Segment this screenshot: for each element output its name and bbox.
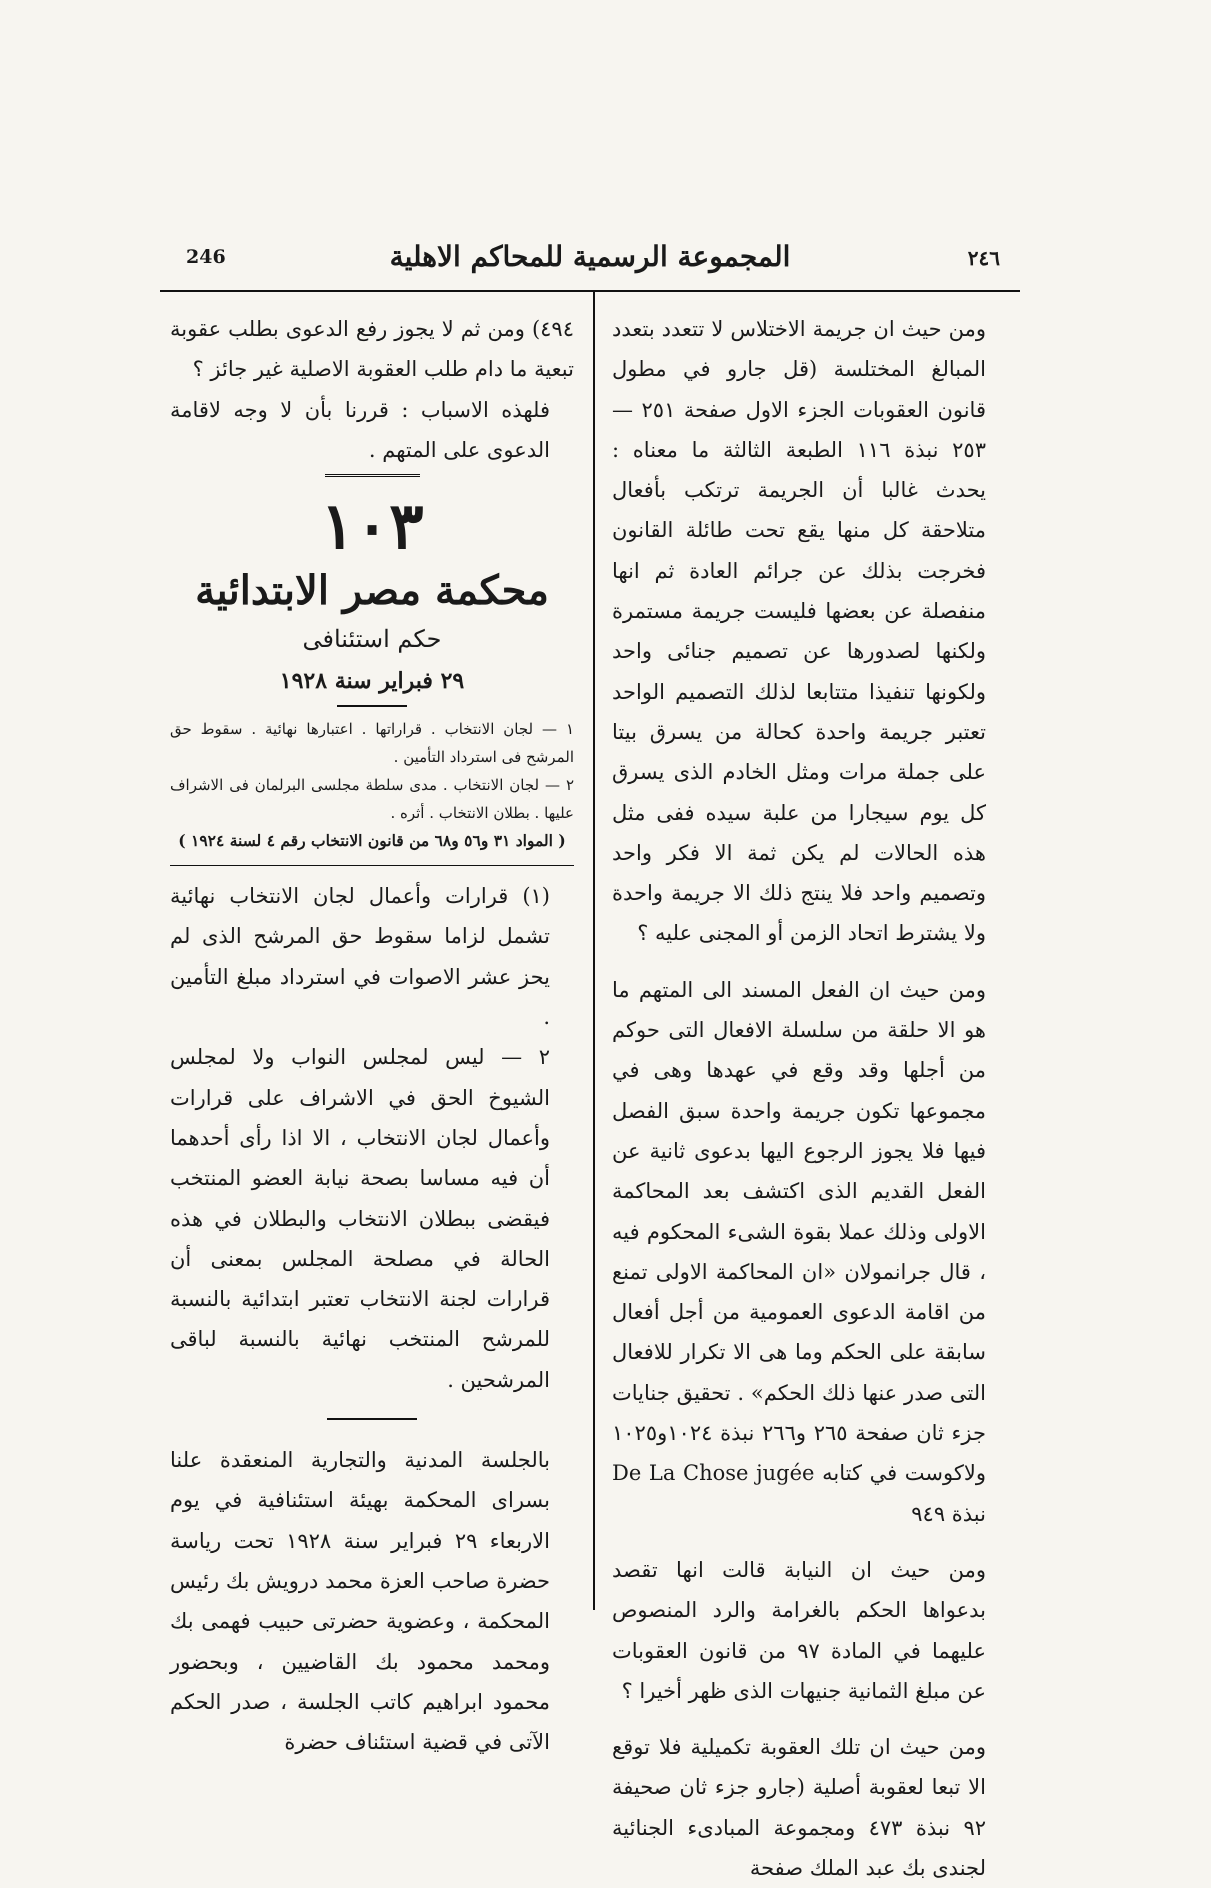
session-paragraph: بالجلسة المدنية والتجارية المنعقدة علنا بسراى المحكمة بهيئة استئنافية في يوم الاربعاء ٢٩ فبراير سنة ١٩٢٨ تحت رياسة حضرة صاحب العزة محمد درويش بك رئيس المحكمة ، وعضوية حضرتى حبيب فهمى بك ومحمد محمود بك القاضيين ، وبحضور محمود ابراهيم كاتب الجلسة ، صدر الحكم الآتى في قضية استئناف حضرة [170, 1448, 550, 1755]
left-column [170, 309, 574, 1762]
header-rule [160, 290, 1020, 292]
paragraph: ٤٩٤) ومن ثم لا يجوز رفع الدعوى بطلب عقوبة تبعية ما دام طلب العقوبة الاصلية غير جائز ؟ [170, 317, 574, 382]
court-name: محكمة مصر الابتدائية [195, 567, 549, 615]
ruling-type: حكم استئنافى [302, 625, 442, 654]
paragraph: ومن حيث ان جريمة الاختلاس لا تتعدد بتعدد المبالغ المختلسة (قل جارو في مطول قانون العقوبات الجزء الاول صفحة ٢٥١ — ٢٥٣ نبذة ١١٦ الطبعة الثالثة ما معناه : يحدث غالبا أن الجريمة ترتكب بأفعال متلاحقة كل منها يقع تحت طائلة القانون فخرجت بذلك عن جرائم العادة ثم انها منفصلة عن بعضها فليست جريمة مستمرة ولكنها لصدورها عن تصميم جنائى واحد ولكونها تنفيذا متتابعا لذلك التصميم الواحد تعتبر جريمة واحدة كحالة من يسرق بيتا على جملة مرات ومثل الخادم الذى يسرق كل يوم سيجارا من علبة سيده ففى مثل هذه الحالات لم يكن ثمة الا فكر واحد وتصميم واحد فلا ينتج ذلك الا جريمة واحدة ولا يشترط اتحاد الزمن أو المجنى عليه ؟ [612, 317, 986, 946]
separator [170, 865, 574, 866]
running-title: المجموعة الرسمية للمحاكم الاهلية [389, 240, 791, 273]
summary-item: ١ — لجان الانتخاب . قراراتها . اعتبارها نهائية . سقوط حق المرشح فى استرداد التأمين . [170, 720, 574, 767]
articles-reference: ( المواد ٣١ و٥٦ و٦٨ من قانون الانتخاب رقم ٤ لسنة ١٩٢٤ ) [178, 831, 566, 851]
paragraph: ومن حيث ان الفعل المسند الى المتهم ما هو الا حلقة من سلسلة الافعال التى حوكم من أجلها وقد وقع في عهدها وهى في مجموعها تكون جريمة واحدة سبق الفصل فيها فلا يجوز الرجوع اليها بدعوى ثانية عن الفعل القديم الذى اكتشف بعد المحاكمة الاولى وذلك عملا بقوة الشىء المحكوم فيه ، قال جرانمولان «ان المحاكمة الاولى تمنع من اقامة الدعوى العمومية من أجل أفعال سابقة على الحكم وما هى الا تكرار للافعال التى صدر عنها ذلك الحكم» . تحقيق جنايات جزء ثان صفحة ٢٦٥ و٢٦٦ نبذة ١٠٢٤و١٠٢٥ ولاكوست في كتابه De La Chose jugée نبذة ٩٤٩ [612, 977, 987, 1526]
column-divider [593, 290, 595, 1610]
principle: (١) قرارات وأعمال لجان الانتخاب نهائية تشمل لزاما سقوط حق المرشح الذى لم يحز عشر الاصوات في استرداد مبلغ التأمين . [170, 884, 550, 1030]
paragraph: ومن حيث ان تلك العقوبة تكميلية فلا توقع الا تبعا لعقوبة أصلية (جارو جزء ثان صحيفة ٩٢ نبذة ٤٧٣ ومجموعة المبادىء الجنائية لجندى بك عبد الملك صفحة [612, 1735, 986, 1880]
page-header [160, 238, 1020, 288]
page-number-arabic: ٢٤٦ [967, 246, 1000, 270]
principle: ٢ — ليس لمجلس النواب ولا لمجلس الشيوخ الحق في الاشراف على قرارات وأعمال لجان الانتخاب ، الا اذا رأى أحدهما أن فيه مساسا بصحة نيابة العضو المنتخب فيقضى ببطلان الانتخاب والبطلان في هذه الحالة في مصلحة المجلس بمعنى أن قرارات لجنة الانتخاب تعتبر ابتدائية بالنسبة للمرشح المنتخب نهائية بالنسبة لباقى المرشحين . [170, 1045, 550, 1392]
case-number: ١٠٣ [320, 489, 424, 565]
separator [327, 1418, 417, 1420]
paragraph: ومن حيث ان النيابة قالت انها تقصد بدعواها الحكم بالغرامة والرد المنصوص عليهما في المادة ٩٧ من قانون العقوبات عن مبلغ الثمانية جنيهات الذى ظهر أخيرا ؟ [612, 1557, 986, 1703]
ruling-date: ٢٩ فبراير سنة ١٩٢٨ [279, 668, 465, 695]
summary-item: ٢ — لجان الانتخاب . مدى سلطة مجلسى البرلمان فى الاشراف عليها . بطلان الانتخاب . أثره . [170, 776, 574, 823]
section-separator [325, 474, 420, 477]
page-number-latin: 246 [186, 246, 226, 268]
paragraph: فلهذه الاسباب : قررنا بأن لا وجه لاقامة الدعوى على المتهم . [170, 397, 550, 462]
separator [337, 705, 407, 707]
right-column [612, 309, 1010, 1888]
